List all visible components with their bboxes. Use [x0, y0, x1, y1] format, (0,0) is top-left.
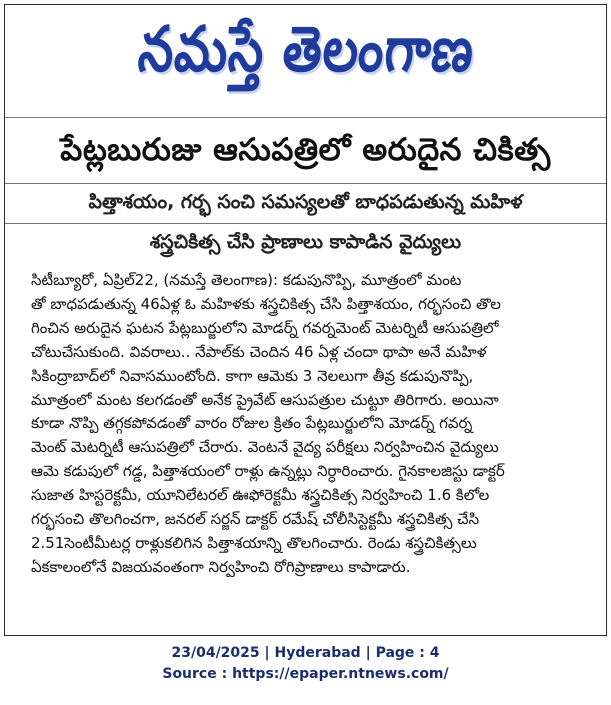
clipping-frame: [4, 4, 607, 636]
body-line: మూత్రంలో మంట కలగడంతో అనేక ప్రైవేట్ ఆసుపత్రుల చుట్టూ తిరిగారు. అయినా: [31, 390, 499, 409]
newspaper-logo: నమస్తే తెలంగాణ: [135, 12, 478, 86]
masthead: [5, 5, 606, 109]
body-line: తో బాధపడుతున్న 46ఏళ్ల ఓ మహిళకు శస్త్రచికిత్స చేసి పిత్తాశయం, గర్భసంచి తొల: [31, 294, 501, 313]
body-line: ఆమె కడుపులో గడ్డ, పిత్తాశయంలో రాళ్లు ఉన్నట్లు నిర్ధారించారు. గైనకాలజిస్టు డాక్టర్: [31, 462, 505, 481]
body-line: మెంట్ మెటర్నిటీ ఆసుపత్రిలో చేరారు. వెంటనే వైద్య పరీక్షలు నిర్వహించిన వైద్యులు: [31, 438, 499, 457]
source-link[interactable]: Source : https://epaper.ntnews.com/: [162, 666, 449, 682]
body-line: సుజాత హిస్టరెక్టమీ, యూనిలేటరల్ ఊఫోరెక్టమీ శస్త్రచికిత్స నిర్వహించి 1.6 కిలోల: [31, 486, 490, 505]
divider: [5, 183, 606, 184]
divider: [5, 117, 606, 118]
body-line: సికింద్రాబాద్‌లో నివాసముంటోంది. కాగా ఆమెకు 3 నెలలుగా తీవ్ర కడుపునొప్పి,: [31, 366, 474, 385]
article-subhead: శస్త్రచికిత్స చేసి ప్రాణాలు కాపాడిన వైద్యులు: [149, 231, 462, 253]
body-line: చోటుచేసుకుంది. వివరాలు.. నేపాల్‌కు చెందిన 46 ఏళ్ల చందా థాపా అనే మహిళ: [31, 342, 487, 361]
divider: [5, 223, 606, 224]
body-line: గించిన అరుదైన ఘటన పేట్లబుర్జులోని మోడర్న్ గవర్నమెంట్ మెటర్నిటీ ఆసుపత్రిలో: [31, 318, 499, 337]
body-line: 2.51సెంటీమీటర్ల రాళ్లుకలిగిన పిత్తాశయాన్ని తొలగించారు. రెండు శస్త్రచికిత్సలు: [31, 533, 477, 552]
body-line: కూడా నొప్పి తగ్గకపోవడంతో వారం రోజుల క్రితం పేట్లబుర్జులోని మోడర్న్ గవర్న: [31, 414, 473, 433]
publication-info: 23/04/2025 | Hyderabad | Page : 4: [171, 645, 440, 661]
body-line: సిటీబ్యూరో, ఏప్రిల్22, (నమస్తే తెలంగాణ): కడుపునొప్పి, మూత్రంలో మంట: [31, 271, 462, 289]
article-headline: పేట్లబురుజు ఆసుపత్రిలో అరుదైన చికిత్స: [60, 132, 551, 168]
body-line: గర్భసంచి తొలగించగా, జనరల్ సర్జన్ డాక్టర్ రమేష్ చోలీసిస్టెక్టమీ శస్త్రచికిత్స చేసి: [31, 510, 480, 529]
body-line: ఏకకాలంలోనే విజయవంతంగా నిర్వహించి రోగిప్రాణాలు కాపాడారు.: [31, 557, 411, 576]
article-body: [31, 269, 587, 580]
article-subhead: పిత్తాశయం, గర్భ సంచి సమస్యలతో బాధపడుతున్న మహిళ: [88, 191, 523, 213]
